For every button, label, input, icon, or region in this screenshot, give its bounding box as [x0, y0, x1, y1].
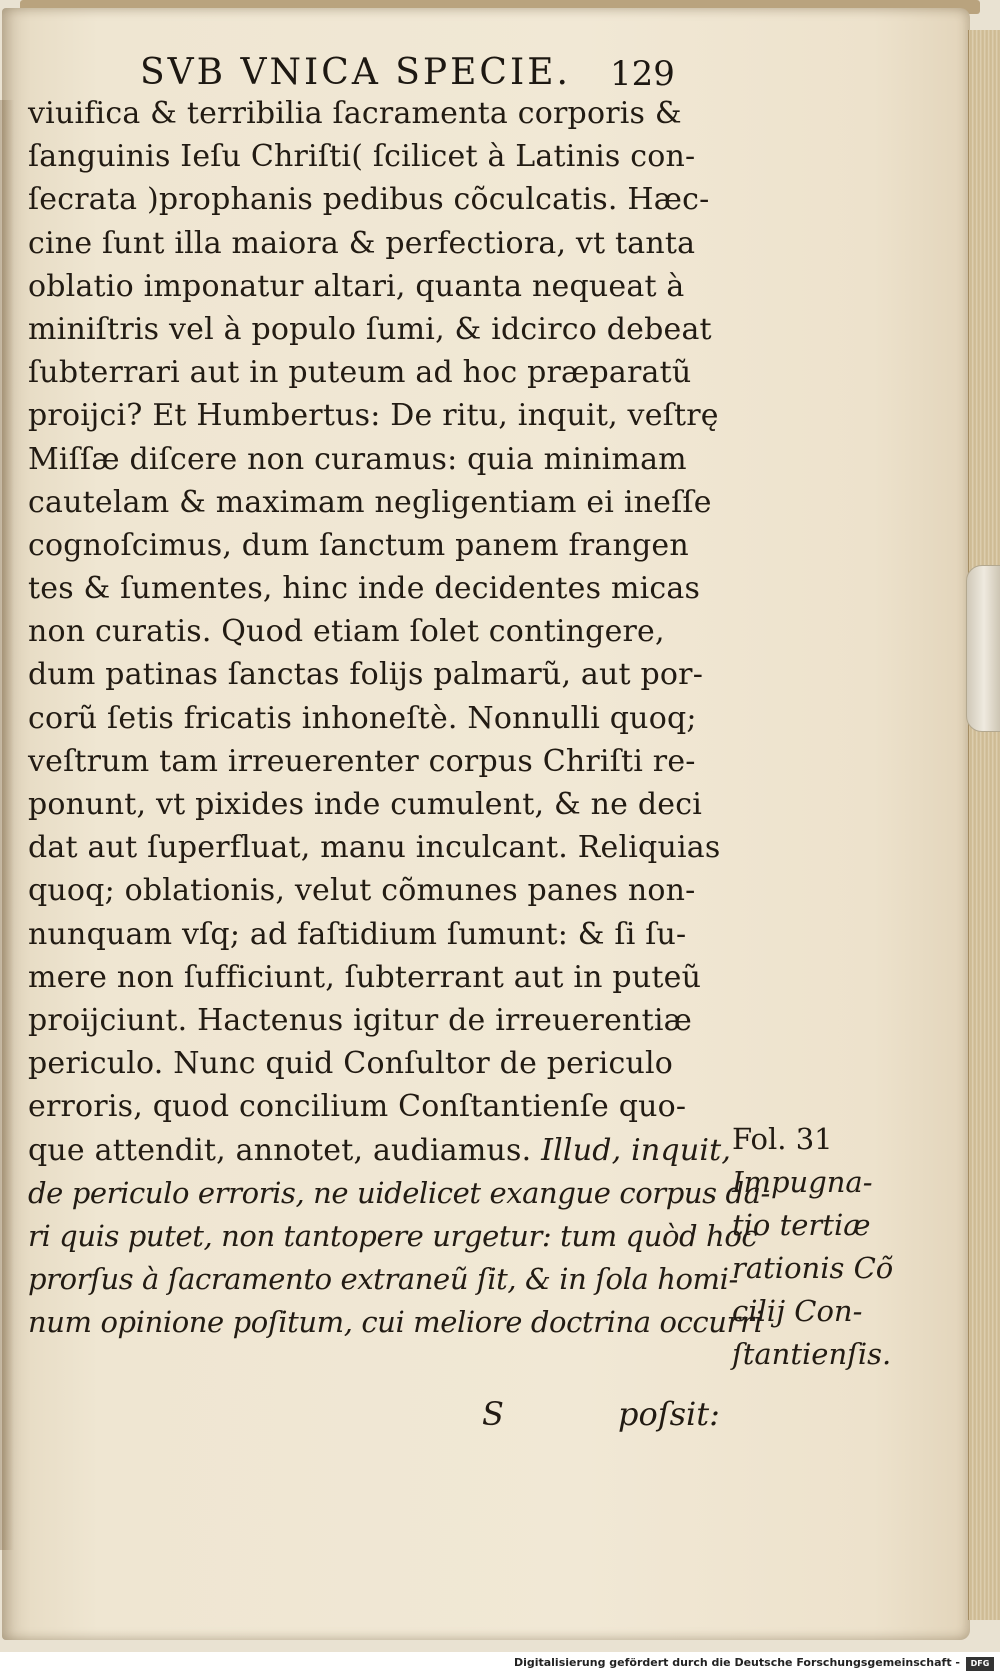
- folio-number: 129: [610, 54, 675, 94]
- marginal-line: rationis Cõ: [732, 1251, 894, 1285]
- funding-credit: Digitalisierung gefördert durch die Deutsche Forschungsgemeinschaft -: [513, 1656, 960, 1669]
- text-line-mixed: [28, 1129, 732, 1172]
- text-line: ſecrata )prophanis pedibus cõculcatis. Hæc-: [28, 182, 710, 218]
- italic-quote-line: prorſus à ſacramento extraneũ ſit, & in ſola homi-: [28, 1262, 738, 1297]
- text-line: non curatis. Quod etiam ſolet contingere,: [28, 614, 665, 650]
- text-line: ſanguinis Ieſu Chriſti( ſcilicet à Latinis con-: [28, 139, 696, 175]
- text-line: dum patinas ſanctas folijs palmarũ, aut por-: [28, 657, 704, 693]
- text-line: proijciunt. Hactenus igitur de irreuerentiæ: [28, 1002, 693, 1038]
- text-line: veſtrum tam irreuerenter corpus Chriſti re-: [28, 743, 696, 779]
- italic-quote-line: ri quis putet, non tantopere urgetur: tum quòd hoc: [28, 1218, 758, 1253]
- text-line: corũ ſetis fricatis inhoneſtè. Nonnulli quoq;: [28, 700, 697, 736]
- catchword: poſsit:: [618, 1395, 720, 1433]
- text-line: ponunt, vt pixides inde cumulent, & ne deci: [28, 787, 703, 822]
- text-line: dat aut ſuperfluat, manu inculcant. Reliquias: [28, 830, 721, 866]
- main-text: [28, 92, 770, 1344]
- text-line: cautelam & maximam negligentiam ei ineſſe: [28, 484, 712, 520]
- text-line: miniſtris vel à populo ſumi, & idcirco debeat: [28, 311, 712, 347]
- text-line: periculo. Nunc quid Conſultor de periculo: [28, 1046, 674, 1082]
- running-title: SVB VNICA SPECIE.: [140, 52, 571, 93]
- text-line: nunquam vſq; ad faſtidium ſumunt: & ſi ſu-: [28, 916, 687, 952]
- text-line: viuifica & terribilia ſacramenta corporis &: [28, 96, 682, 131]
- text-line: cine ſunt illa maiora & perfectiora, vt tanta: [28, 225, 696, 261]
- clasp: [966, 565, 1000, 732]
- digitization-footer: [0, 1652, 1000, 1677]
- italic-quote-line: de periculo erroris, ne uidelicet exangue corpus da-: [28, 1175, 770, 1210]
- italic-quote-line: num opinione poſitum, cui meliore doctrina occurri: [28, 1305, 763, 1340]
- text-line: oblatio imponatur altari, quanta nequeat à: [28, 268, 685, 304]
- text-line: erroris, quod concilium Conſtantienſe quo-: [28, 1089, 687, 1125]
- gutter-shadow: [0, 100, 14, 1550]
- text-line: cognoſcimus, dum ſanctum panem frangen: [28, 527, 689, 563]
- marginal-line: cilij Con-: [732, 1294, 863, 1328]
- signature-mark: S: [482, 1395, 504, 1433]
- marginal-note: [732, 1118, 892, 1376]
- text-line: Miſſæ diſcere non curamus: quia minimam: [28, 441, 687, 477]
- text-line: mere non ſufficiunt, ſubterrant aut in puteũ: [28, 959, 702, 995]
- marginal-line: tio tertiæ: [732, 1208, 871, 1242]
- text-line: ſubterrari aut in puteum ad hoc præparatũ: [28, 355, 692, 391]
- fore-edge: [968, 30, 1000, 1620]
- marginal-line: ſtantienſis.: [732, 1337, 892, 1371]
- marginal-line: Impugna-: [732, 1165, 873, 1199]
- text-line: quoq; oblationis, velut cõmunes panes non-: [28, 873, 696, 909]
- marginal-reference: Fol. 31: [732, 1122, 833, 1156]
- roman-segment: que attendit, annotet, audiamus.: [28, 1132, 542, 1168]
- text-line: proijci? Et Humbertus: De ritu, inquit, veſtrę: [28, 398, 719, 434]
- italic-quote-start: Illud, inquit,: [541, 1132, 732, 1168]
- page-header: [140, 52, 700, 96]
- text-line: tes & ſumentes, hinc inde decidentes micas: [28, 571, 701, 607]
- dfg-logo: DFG: [966, 1657, 994, 1671]
